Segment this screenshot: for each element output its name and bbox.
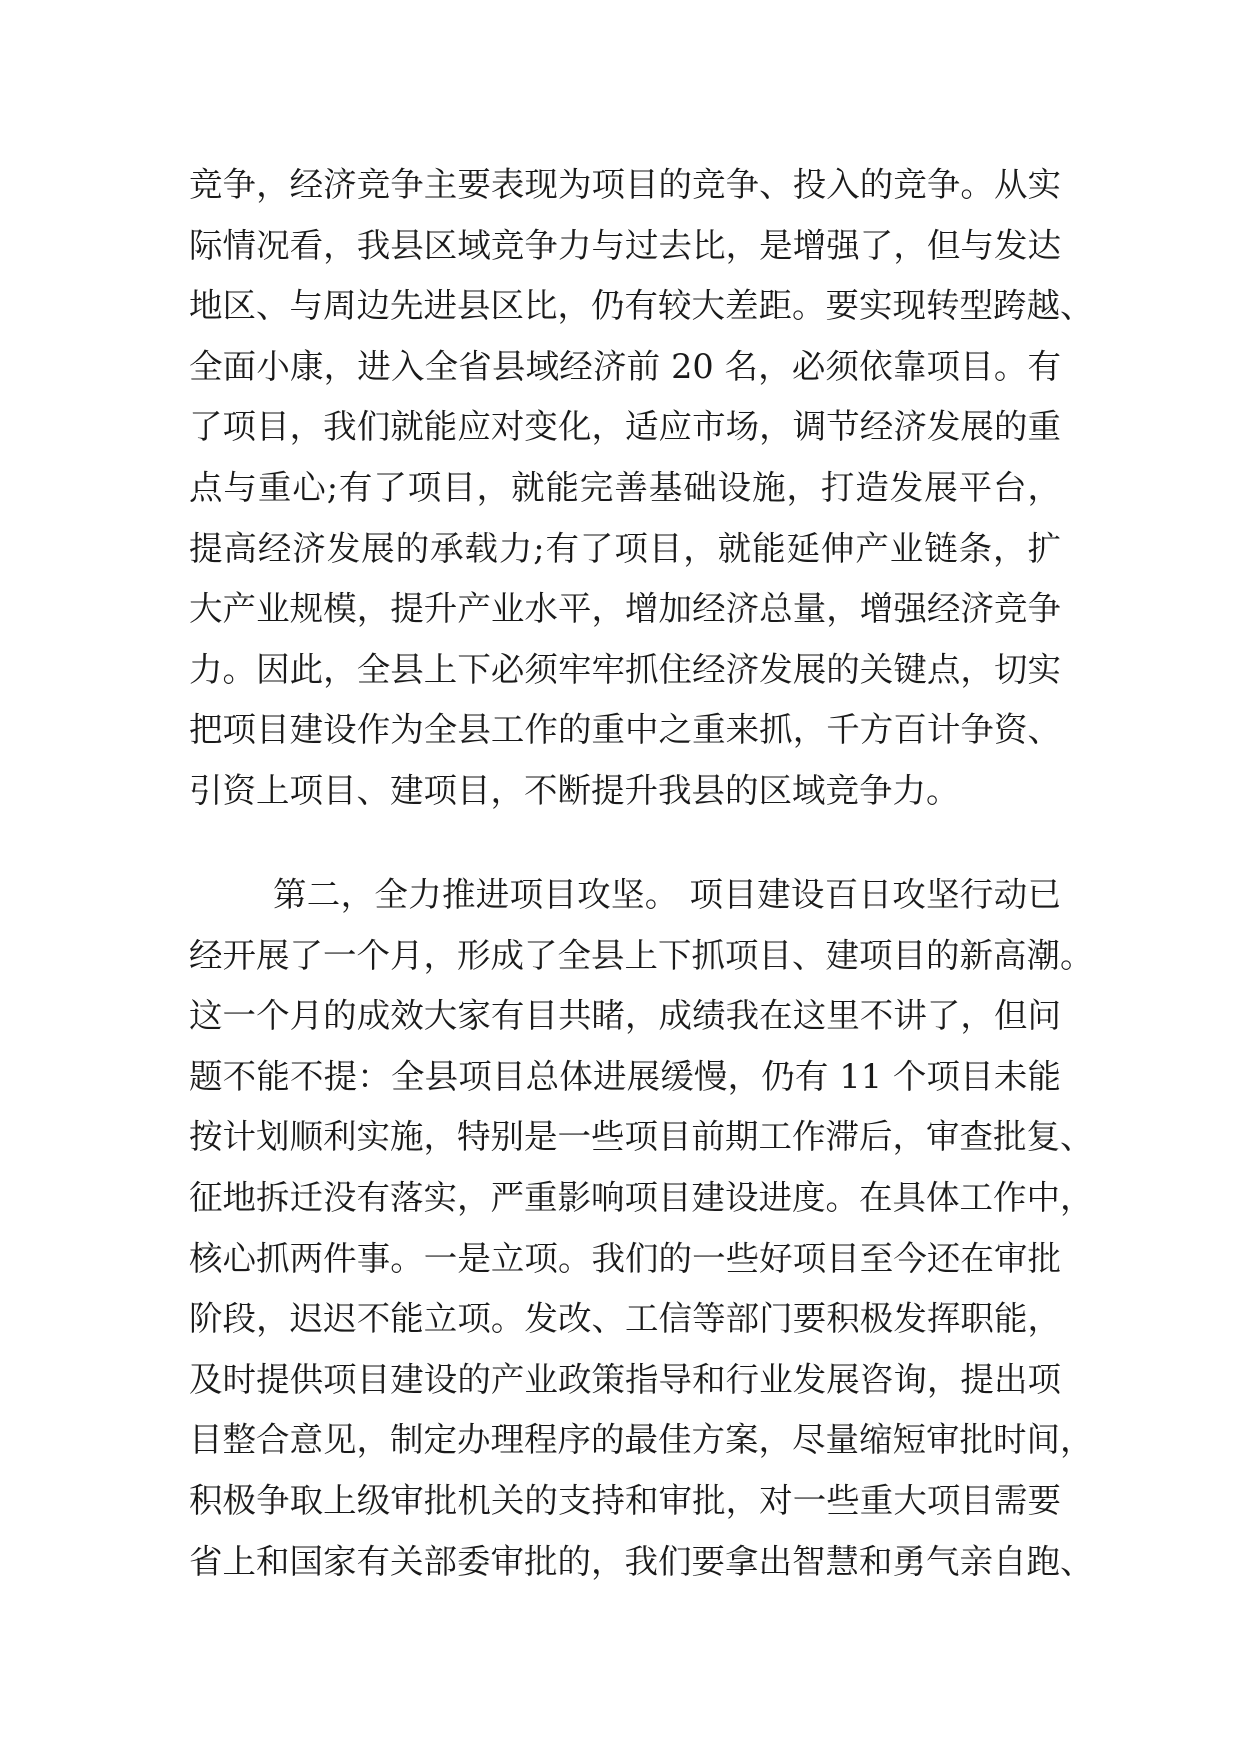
text-line: 积极争取上级审批机关的支持和审批，对一些重大项目需要 — [189, 1480, 1061, 1520]
text-line: 核心抓两件事。一是立项。我们的一些好项目至今还在审批 — [189, 1238, 1061, 1278]
text-line-first: 第二，全力推进项目攻坚。 项目建设百日攻坚行动已 — [273, 875, 1061, 914]
text-line: 征地拆迁没有落实，严重影响项目建设进度。在具体工作中， — [189, 1177, 1094, 1217]
text-line: 竞争，经济竞争主要表现为项目的竞争、投入的竞争。从实 — [189, 165, 1061, 204]
text-line: 按计划顺利实施，特别是一些项目前期工作滞后，审查批复、 — [189, 1117, 1094, 1157]
text-line: 及时提供项目建设的产业政策指导和行业发展咨询，提出项 — [189, 1359, 1061, 1399]
text-line: 大产业规模，提升产业水平，增加经济总量，增强经济竞争 — [189, 589, 1061, 629]
text-line: 这一个月的成效大家有目共睹，成绩我在这里不讲了，但问 — [189, 996, 1061, 1036]
text-line: 阶段，迟迟不能立项。发改、工信等部门要积极发挥职能， — [189, 1299, 1061, 1339]
text-line: 把项目建设作为全县工作的重中之重来抓，千方百计争资、 — [189, 710, 1061, 750]
text-line: 了项目，我们就能应对变化，适应市场，调节经济发展的重 — [189, 407, 1061, 447]
text-line: 提高经济发展的承载力;有了项目，就能延伸产业链条，扩 — [189, 528, 1061, 568]
paragraph-1 — [189, 155, 1094, 822]
text-line: 引资上项目、建项目，不断提升我县的区域竞争力。 — [189, 770, 960, 810]
text-line: 题不能不提：全县项目总体进展缓慢，仍有 11 个项目未能 — [189, 1056, 1061, 1096]
text-line: 目整合意见，制定办理程序的最佳方案，尽量缩短审批时间， — [189, 1420, 1094, 1460]
text-line: 点与重心;有了项目，就能完善基础设施，打造发展平台， — [189, 467, 1061, 507]
text-line: 力。因此，全县上下必须牢牢抓住经济发展的关键点，切实 — [189, 649, 1061, 689]
text-line: 省上和国家有关部委审批的，我们要拿出智慧和勇气亲自跑、 — [189, 1541, 1094, 1581]
text-line: 际情况看，我县区域竞争力与过去比，是增强了，但与发达 — [189, 225, 1061, 265]
paragraph-2 — [189, 865, 1094, 1592]
text-line: 全面小康，进入全省县域经济前 20 名，必须依靠项目。有 — [189, 346, 1061, 386]
text-line: 经开展了一个月，形成了全县上下抓项目、建项目的新高潮。 — [189, 935, 1094, 975]
text-line: 地区、与周边先进县区比，仍有较大差距。要实现转型跨越、 — [189, 286, 1094, 326]
